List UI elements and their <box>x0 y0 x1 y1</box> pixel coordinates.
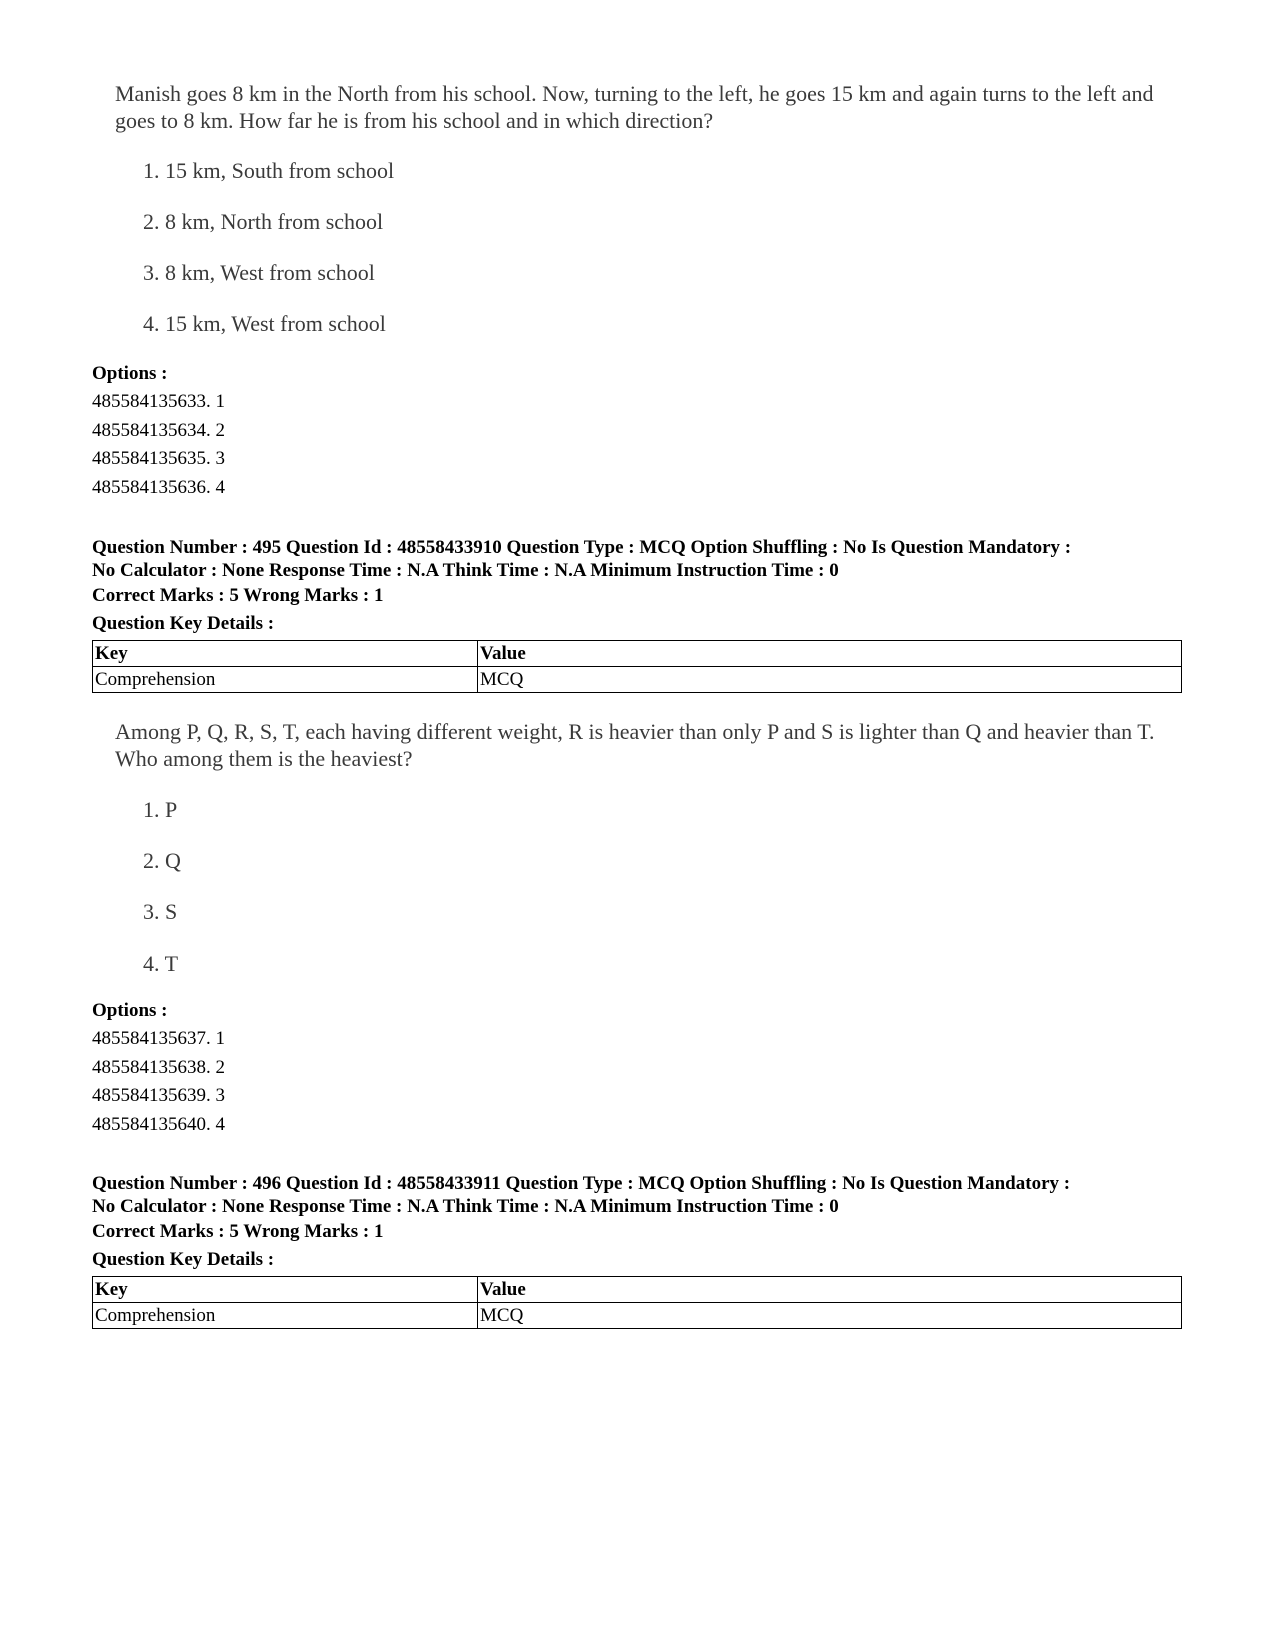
choice-item: 4. T <box>143 951 179 976</box>
table-header-cell: Value <box>478 1277 1182 1303</box>
key-details-table <box>92 640 1182 693</box>
question-image-1 <box>115 80 1175 336</box>
choice-item: 4. 15 km, West from school <box>143 311 386 336</box>
choice-item: 3. 8 km, West from school <box>143 260 375 285</box>
table-header-cell: Key <box>93 641 478 667</box>
choice-item: 2. Q <box>143 848 181 873</box>
table-cell: Comprehension <box>93 1303 478 1329</box>
options-block-1 <box>92 360 1182 502</box>
option-line: 485584135633. 1 <box>92 391 225 412</box>
key-details-label: Question Key Details : <box>92 613 275 634</box>
question-stem: Among P, Q, R, S, T, each having different weight, R is heavier than only P and S is lighter than Q and heavier than T. Who among them is the heaviest? <box>115 719 1155 771</box>
question-meta-line-1: Question Number : 496 Question Id : 48558433911 Question Type : MCQ Option Shuffling : No Is Question Mandatory : <box>92 1173 1071 1194</box>
question-meta-line-2: No Calculator : None Response Time : N.A Think Time : N.A Minimum Instruction Time : 0 <box>92 560 839 581</box>
options-block-2 <box>92 997 1182 1139</box>
options-title: Options : <box>92 1000 168 1021</box>
question-meta-line-1: Question Number : 495 Question Id : 48558433910 Question Type : MCQ Option Shuffling : No Is Question Mandatory : <box>92 537 1072 558</box>
option-line: 485584135635. 3 <box>92 448 225 469</box>
table-header-cell: Value <box>478 641 1182 667</box>
choice-item: 3. S <box>143 899 178 924</box>
option-line: 485584135637. 1 <box>92 1028 225 1049</box>
marks-line: Correct Marks : 5 Wrong Marks : 1 <box>92 585 384 606</box>
option-line: 485584135640. 4 <box>92 1113 225 1135</box>
table-cell: MCQ <box>478 1303 1182 1329</box>
question-meta-495 <box>92 536 1182 693</box>
question-meta-496 <box>92 1172 1182 1329</box>
key-details-table <box>92 1276 1182 1329</box>
table-header-cell: Key <box>93 1277 478 1303</box>
options-title: Options : <box>92 363 168 384</box>
question-stem: Manish goes 8 km in the North from his school. Now, turning to the left, he goes 15 km and again turns to the left and goes to 8 km. How far he is from his school and in which direction? <box>115 81 1154 133</box>
option-line: 485584135636. 4 <box>92 476 225 498</box>
choice-item: 2. 8 km, North from school <box>143 209 384 234</box>
option-line: 485584135634. 2 <box>92 419 225 441</box>
table-cell: MCQ <box>478 667 1182 693</box>
marks-line: Correct Marks : 5 Wrong Marks : 1 <box>92 1221 384 1242</box>
choice-item: 1. 15 km, South from school <box>143 158 395 183</box>
table-row <box>93 1303 1182 1329</box>
question-image-2 <box>115 718 1175 976</box>
table-header-row <box>93 1277 1182 1303</box>
option-line: 485584135638. 2 <box>92 1056 225 1078</box>
table-row <box>93 667 1182 693</box>
table-cell: Comprehension <box>93 667 478 693</box>
key-details-label: Question Key Details : <box>92 1249 275 1270</box>
question-meta-line-2: No Calculator : None Response Time : N.A Think Time : N.A Minimum Instruction Time : 0 <box>92 1196 839 1217</box>
choice-item: 1. P <box>143 797 178 822</box>
table-header-row <box>93 641 1182 667</box>
option-line: 485584135639. 3 <box>92 1085 225 1106</box>
